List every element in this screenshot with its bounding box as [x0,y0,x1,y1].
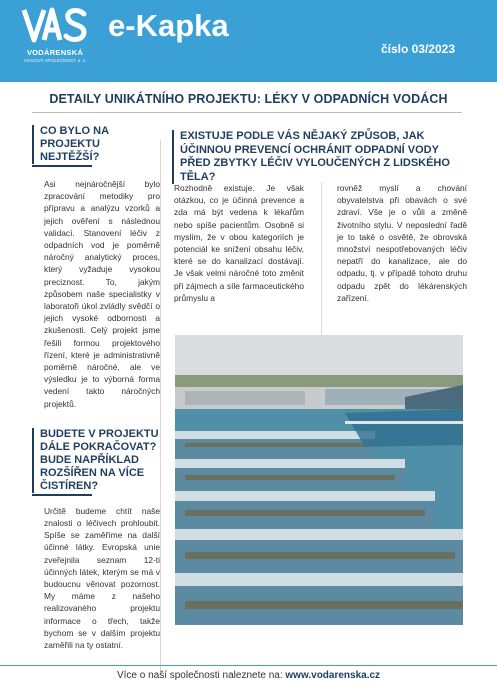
website-link[interactable]: www.vodarenska.cz [285,670,381,681]
answer-prevention-col2: rovněž myslí a chování obyvatelstva při obavách o své zdraví. Vše je o vůli a změně životního stylu. V neposlední řadě je to také o osvětě, že obrovská množství nespotřebovaných léčiv nepatří do kanalizace, ale do odpadu, tj. v případě tohoto druhu odpadu zpět do lékárenských zařízení. [337,183,467,303]
footer-divider [0,665,497,666]
answer-hardest: Asi nejnáročnější bylo zpracování metodiky pro přípravu a analýzu vzorků a jejich ověření s následnou validací. Stanovení léčiv z odpadních vod je poměrně náročný analytický proces, který vyžaduje vysokou preciznost. To, jakým způsobem naše specialistky v laboratoři úkol zvládly svědčí o jejich vysoké odbornosti a zkušenosti. Celý projekt jsme řešili formou projektového řízení, které je administrativně poměrně náročné, ale ve výsledku je to výborná forma vedení takto náročných projektů. [44,179,160,409]
question-heading-prevention: EXISTUJE PODLE VÁS NĚJAKÝ ZPŮSOB, JAK ÚČINNOU PREVENCÍ OCHRÁNIT ODPADNÍ VODY PŘED ZBYTKY LÉČIV VYLOUČENÝCH Z LIDSKÉHO TĚLA? [172,130,467,184]
question-heading-hardest: CO BYLO NA PROJEKTU NEJTĚŽŠÍ? [32,125,160,164]
page-footer [0,670,497,681]
title-divider [32,112,462,113]
page-header [0,0,497,82]
newsletter-title: e-Kapka [108,8,229,43]
question-heading-continue: BUDETE V PROJEKTU DÁLE POKRAČOVAT? BUDE NAPŘÍKLAD ROZŠÍŘEN NA VÍCE ČISTÍREN? [32,428,160,493]
column-divider [160,140,161,675]
answer-prevention-col1: Rozhodně existuje. Je však otázkou, co je účinná prevence a zda má být vedena k lékařům nebo spíše pacientům. Osobně si myslím, že v obou kategoriích je potenciál ke snížení obsahu léčiv, které se do kanalizací dostávají. Je však velmi náročné toto změnit při zájmech a síle farmaceutického průmyslu a [174,183,304,303]
water-treatment-plant-photo [175,335,463,625]
article-title: DETAILY UNIKÁTNÍHO PROJEKTU: LÉKY V ODPADNÍCH VODÁCH [49,92,448,106]
text-column-divider [321,182,322,350]
answer-continue: Určitě budeme chtít naše znalosti o léčivech prohloubit. Spíše se zaměříme na další účinné látky. Evropská unie zveřejnila seznam 12-ti účinných látek, kterým se má v budoucnu věnovat pozornost. My máme z našeho realizovaného projektu informace o třech, takže bychom se v dalším projektu zaměřili na ty ostatní. [44,505,160,651]
left-column [32,125,160,651]
vas-logo-icon [20,6,90,48]
footer-text: Více o naší společnosti naleznete na: [116,670,283,681]
logo-text-primary: VODÁRENSKÁ [26,48,84,57]
issue-number: číslo 03/2023 [380,42,455,56]
company-logo [20,6,90,72]
logo-text-secondary: AKCIOVÁ SPOLEČNOST, a. s. [23,58,87,63]
